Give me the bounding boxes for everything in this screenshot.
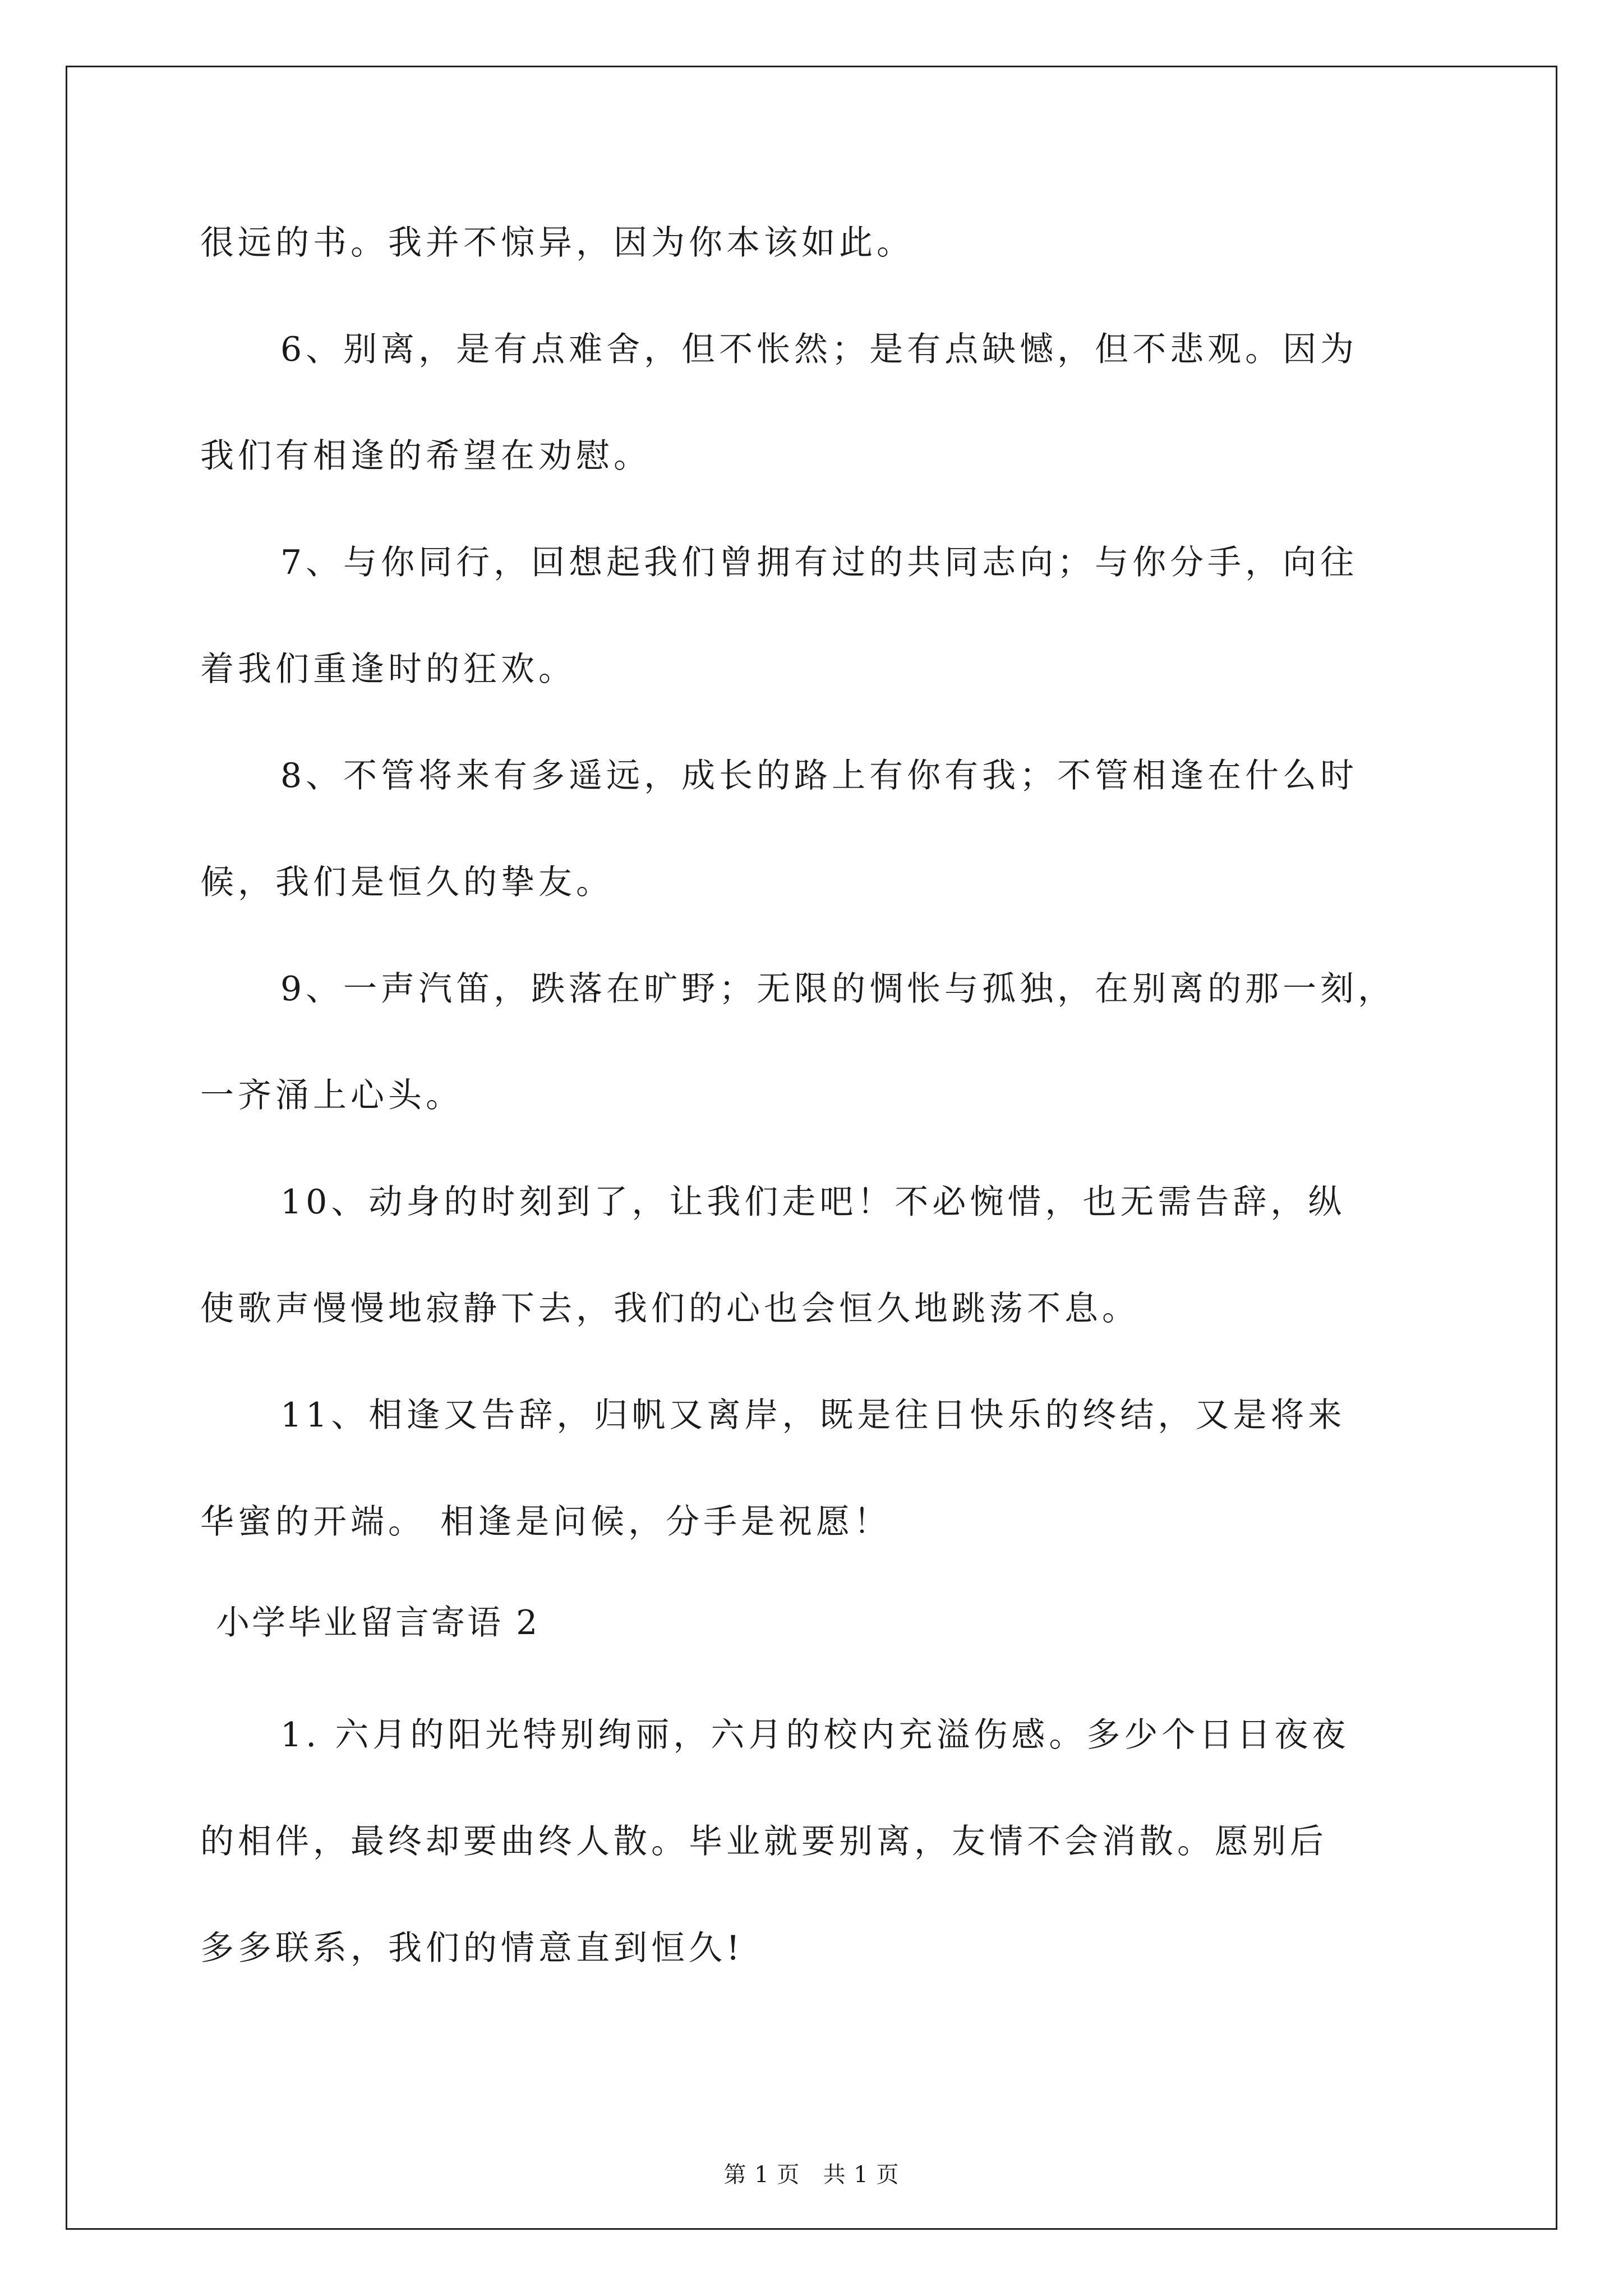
list-item-8-line-2: 候，我们是恒久的挚友。 xyxy=(200,863,614,902)
page-number-footer: 第 1 页 共 1 页 xyxy=(723,2162,900,2188)
list-item-9-line-1: 9、一声汽笛，跌落在旷野；无限的惆怅与孤独，在别离的那一刻， xyxy=(280,969,1396,1009)
section2-item-1-line-2: 的相伴，最终却要曲终人散。毕业就要别离，友情不会消散。愿别后 xyxy=(200,1822,1327,1861)
section2-item-1-line-3: 多多联系，我们的情意直到恒久! xyxy=(200,1929,744,1968)
page-border xyxy=(66,66,1557,2230)
list-item-10-line-2: 使歌声慢慢地寂静下去，我们的心也会恒久地跳荡不息。 xyxy=(200,1289,1140,1328)
section2-item-1-line-1: 1. 六月的阳光特别绚丽，六月的校内充溢伤感。多少个日日夜夜 xyxy=(280,1715,1350,1755)
list-item-7-line-1: 7、与你同行，回想起我们曾拥有过的共同志向；与你分手，向往 xyxy=(280,543,1358,582)
list-item-6-line-1: 6、别离，是有点难舍，但不怅然；是有点缺憾，但不悲观。因为 xyxy=(280,330,1358,369)
list-item-11-line-1: 11、相逢又告辞，归帆又离岸，既是往日快乐的终结，又是将来 xyxy=(280,1396,1346,1435)
list-item-9-line-2: 一齐涌上心头。 xyxy=(200,1076,463,1115)
section-heading: 小学毕业留言寄语 2 xyxy=(216,1603,540,1642)
list-item-7-line-2: 着我们重逢时的狂欢。 xyxy=(200,650,576,689)
list-item-8-line-1: 8、不管将来有多遥远，成长的路上有你有我；不管相逢在什么时 xyxy=(280,756,1358,795)
list-item-10-line-1: 10、动身的时刻到了，让我们走吧！不必惋惜，也无需告辞，纵 xyxy=(280,1182,1346,1222)
list-item-11-line-2: 华蜜的开端。 相逢是问候，分手是祝愿！ xyxy=(200,1502,892,1542)
text-line: 很远的书。我并不惊异，因为你本该如此。 xyxy=(200,223,914,263)
list-item-6-line-2: 我们有相逢的希望在劝慰。 xyxy=(200,436,651,476)
